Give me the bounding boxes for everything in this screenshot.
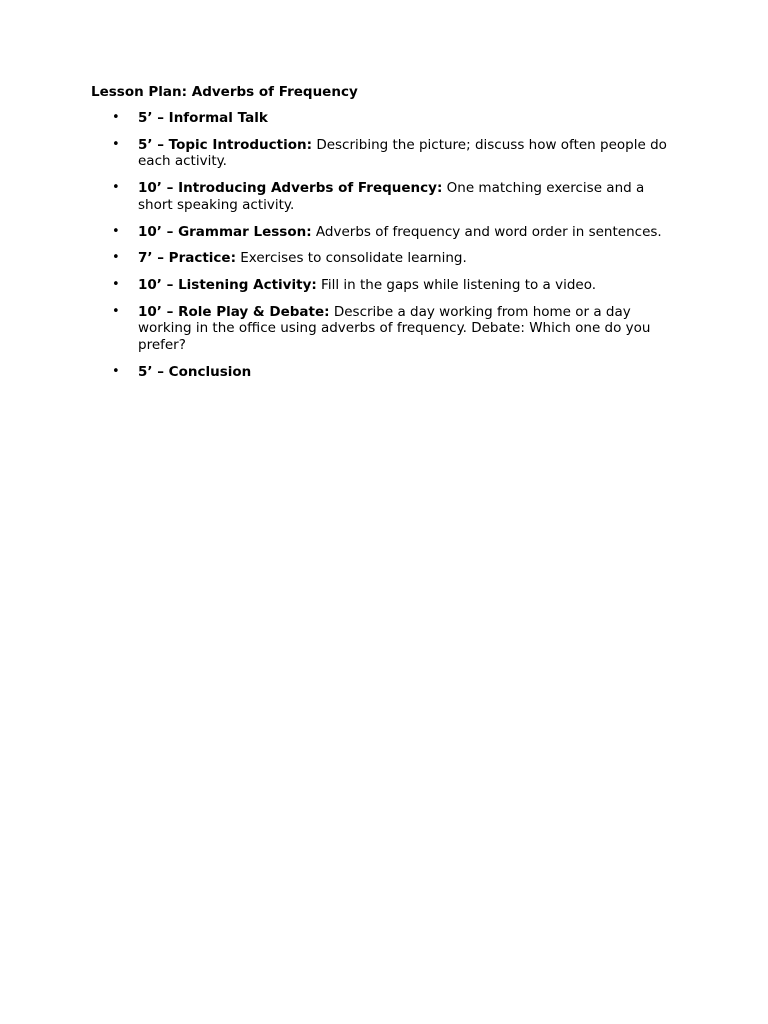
- item-body: Adverbs of frequency and word order in sentences.: [311, 223, 662, 240]
- bullet-icon: •: [112, 276, 120, 292]
- item-body: Exercises to consolidate learning.: [235, 250, 467, 267]
- item-heading: 5’ – Conclusion: [138, 363, 252, 380]
- list-item: [91, 137, 681, 170]
- document-content: [91, 84, 681, 390]
- item-body: Describing the picture; discuss how often people do each activity.: [138, 136, 667, 170]
- bullet-icon: •: [112, 180, 120, 196]
- item-heading: 10’ – Role Play & Debate:: [138, 303, 330, 320]
- item-body: Describe a day working from home or a day working in the office using adverbs of frequency. Debate: Which one do you prefer?: [138, 303, 651, 354]
- document-title: Lesson Plan: Adverbs of Frequency: [91, 84, 358, 100]
- bullet-icon: •: [112, 303, 120, 319]
- bullet-icon: •: [112, 223, 120, 239]
- list-item: [91, 304, 681, 354]
- lesson-plan-list: [91, 110, 681, 380]
- bullet-icon: •: [112, 136, 120, 152]
- item-heading: 10’ – Listening Activity:: [138, 276, 317, 293]
- item-heading: 5’ – Topic Introduction:: [138, 136, 313, 153]
- item-heading: 10’ – Grammar Lesson:: [138, 223, 312, 240]
- list-item: [91, 277, 681, 294]
- bullet-icon: •: [112, 250, 120, 266]
- item-heading: 10’ – Introducing Adverbs of Frequency:: [138, 180, 443, 197]
- list-item: [91, 110, 681, 127]
- bullet-icon: •: [112, 363, 120, 379]
- list-item: [91, 224, 681, 241]
- list-item: [91, 250, 681, 267]
- list-item: [91, 364, 681, 381]
- item-heading: 5’ – Informal Talk: [138, 110, 268, 126]
- bullet-icon: •: [112, 110, 120, 125]
- list-item: [91, 180, 681, 213]
- item-body: One matching exercise and a short speaking activity.: [138, 180, 645, 213]
- item-heading: 7’ – Practice:: [138, 250, 236, 267]
- item-body: Fill in the gaps while listening to a video.: [316, 276, 597, 293]
